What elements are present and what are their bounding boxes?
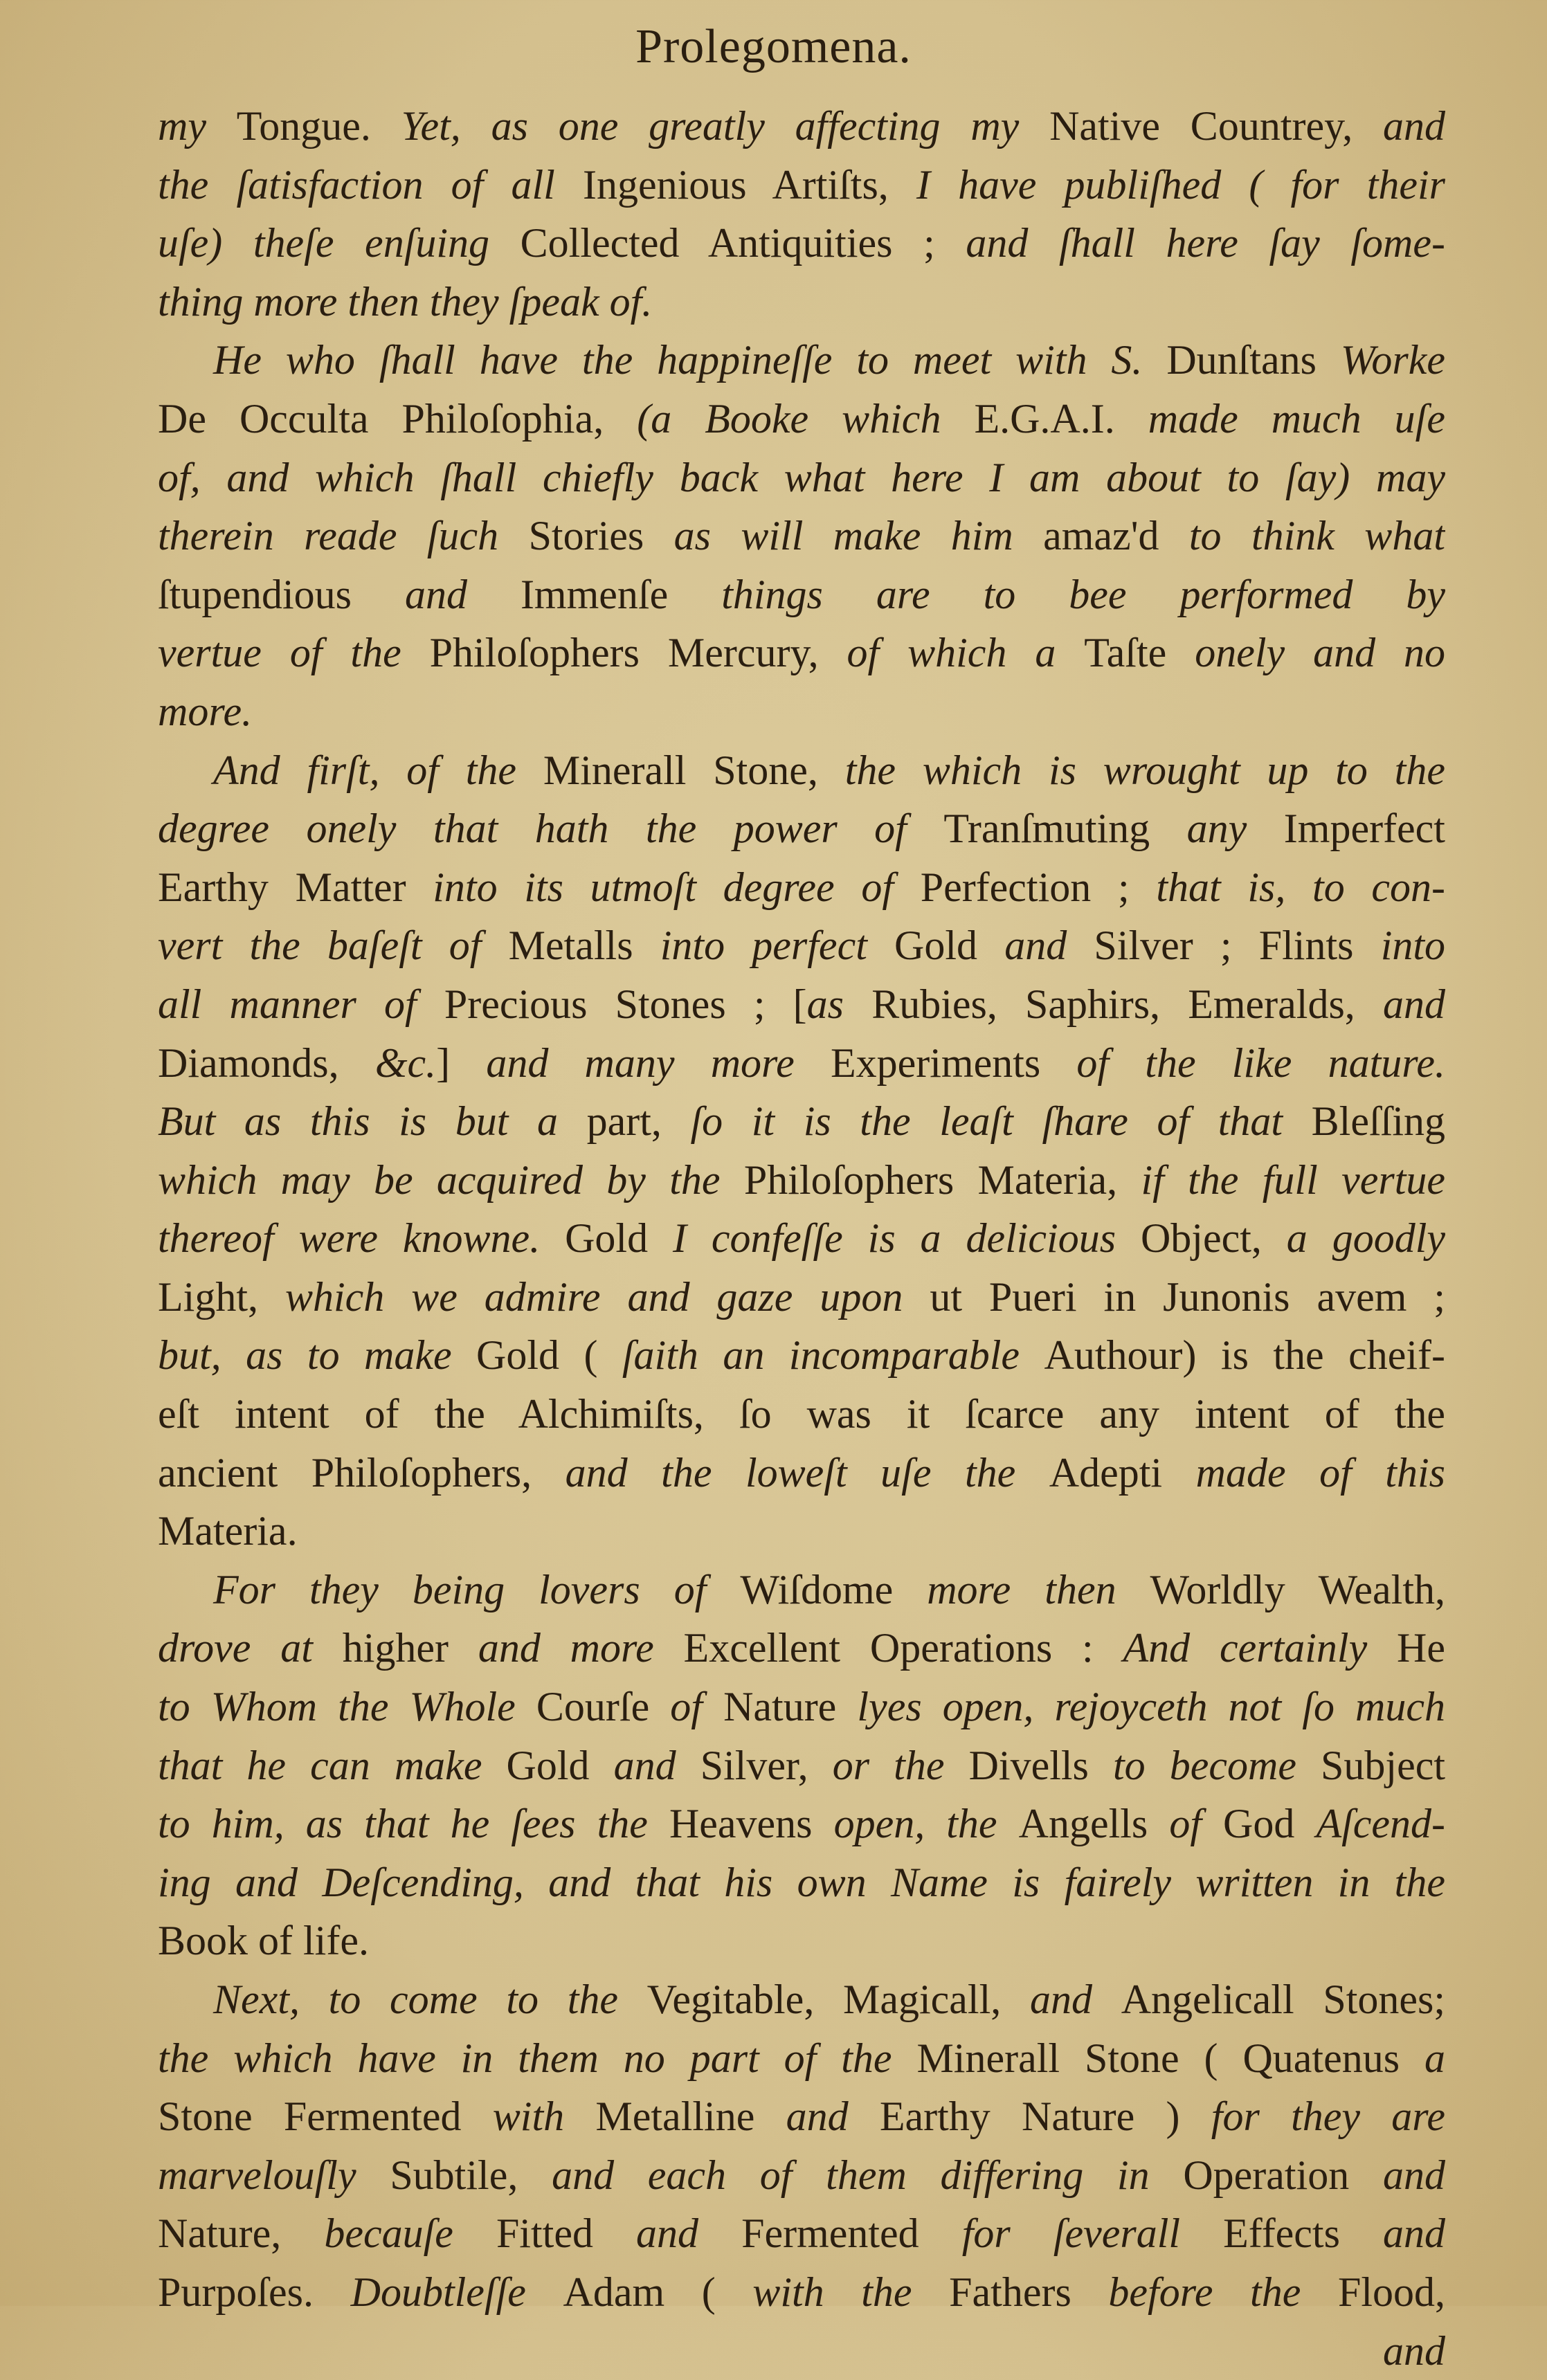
roman-text: Courſe xyxy=(536,1684,671,1730)
roman-text: Stories xyxy=(528,513,674,559)
roman-text: ſtupendious xyxy=(158,571,405,617)
italic-text: thing more then they ſpeak of. xyxy=(158,278,653,325)
italic-text: which we admire and gaze upon xyxy=(284,1273,930,1320)
italic-text: Worke xyxy=(1340,337,1445,383)
roman-text: Diamonds, xyxy=(158,1039,375,1086)
italic-text: more. xyxy=(158,688,253,734)
roman-text: Operation xyxy=(1183,2152,1383,2198)
italic-text: and xyxy=(1004,923,1094,969)
italic-text: ing and Deſcending, and that his own Name is fairely written in the xyxy=(158,1859,1445,1905)
roman-text: He xyxy=(1397,1625,1445,1671)
roman-text: Fathers xyxy=(949,2269,1109,2315)
italic-text: which may be acquired by the xyxy=(158,1156,744,1203)
text-line xyxy=(158,975,1445,1034)
italic-text: ſo it is the leaſt ſhare of that xyxy=(690,1098,1312,1145)
italic-text: that he can make xyxy=(158,1742,507,1788)
italic-text: to him, as that he ſees the xyxy=(158,1801,669,1847)
roman-text: Subtile, xyxy=(390,2152,552,2198)
text-line xyxy=(158,448,1445,507)
roman-text: Experiments xyxy=(830,1039,1077,1086)
text-line xyxy=(158,1911,1445,1970)
italic-text: or the xyxy=(832,1742,969,1788)
roman-text: Gold xyxy=(565,1215,673,1262)
roman-text: Worldly Wealth, xyxy=(1150,1566,1445,1613)
italic-text: thereof were knowne. xyxy=(158,1215,566,1262)
roman-text: Earthy Nature ) xyxy=(879,2093,1211,2140)
roman-text: Gold xyxy=(894,923,1005,969)
roman-text: Native Countrey, xyxy=(1049,103,1383,149)
roman-text: Nature xyxy=(723,1684,858,1730)
italic-text: and xyxy=(1383,2210,1445,2257)
italic-text: for ſeverall xyxy=(961,2210,1224,2257)
italic-text: with xyxy=(492,2093,596,2140)
italic-text: but, as to make xyxy=(158,1332,477,1379)
italic-text: degree onely that hath the power of xyxy=(158,806,944,852)
italic-text: Yet, as one greatly affecting my xyxy=(401,103,1050,149)
roman-text: Minerall Stone, xyxy=(543,747,845,793)
italic-text: as will make him xyxy=(673,513,1044,559)
roman-text: Excellent Operations : xyxy=(683,1625,1123,1671)
text-line xyxy=(158,1209,1445,1268)
text-line xyxy=(158,2087,1445,2146)
italic-text: the which is wrought up to the xyxy=(844,747,1445,793)
text-line xyxy=(158,1853,1445,1912)
roman-text: ] xyxy=(436,1039,487,1086)
roman-text: Adam ( xyxy=(563,2269,753,2315)
italic-text: onely and no xyxy=(1195,630,1445,676)
text-line xyxy=(158,2263,1445,2322)
italic-text: But as this is but a xyxy=(158,1098,587,1145)
body-text xyxy=(158,97,1445,2380)
roman-text: Authour) is the cheif- xyxy=(1044,1332,1445,1379)
roman-text: Earthy Matter xyxy=(158,864,433,910)
text-line xyxy=(158,1970,1445,2029)
roman-text: ut Pueri in Junonis avem ; xyxy=(930,1273,1445,1320)
roman-text: Silver, xyxy=(700,1742,833,1788)
roman-text: De Occulta Philoſophia, xyxy=(158,395,637,442)
italic-text: to think what xyxy=(1188,513,1445,559)
roman-text: Heavens xyxy=(669,1801,834,1847)
roman-text: Flood, xyxy=(1337,2269,1445,2315)
italic-text: things are to bee performed by xyxy=(721,571,1445,617)
italic-text: and many more xyxy=(486,1039,831,1086)
roman-text: Wiſdome xyxy=(740,1566,928,1613)
roman-text: Adepti xyxy=(1049,1449,1196,1496)
italic-text: and ſhall here ſay ſome- xyxy=(966,220,1445,266)
text-line xyxy=(158,624,1445,682)
italic-text: He who ſhall have the happineſſe to meet with S. xyxy=(213,337,1167,383)
italic-text: a goodly xyxy=(1286,1215,1445,1262)
text-line xyxy=(158,1678,1445,1736)
italic-text: lyes open, rejoyceth not ſo much xyxy=(857,1684,1445,1730)
italic-text: And firſt, of the xyxy=(213,747,543,793)
italic-text: becauſe xyxy=(324,2210,496,2257)
italic-text: uſe) theſe enſuing xyxy=(158,220,521,266)
italic-text: of the like nature. xyxy=(1076,1039,1445,1086)
roman-text: Rubies, Saphirs, Emeralds, xyxy=(871,981,1383,1027)
roman-text: Object, xyxy=(1140,1215,1287,1262)
roman-text: Philoſophers Mercury, xyxy=(429,630,847,676)
text-line xyxy=(158,799,1445,858)
text-line xyxy=(158,1795,1445,1853)
roman-text: E.G.A.I. xyxy=(974,395,1148,442)
italic-text: as xyxy=(806,981,872,1027)
roman-text: Precious Stones ; [ xyxy=(444,981,807,1027)
italic-text: vertue of the xyxy=(158,630,430,676)
italic-text: to Whom the Whole xyxy=(158,1684,536,1730)
text-line xyxy=(158,1151,1445,1210)
roman-text: Fitted xyxy=(496,2210,637,2257)
text-line xyxy=(158,682,1445,741)
roman-text: Perfection ; xyxy=(920,864,1157,910)
italic-text: of xyxy=(670,1684,724,1730)
roman-text: Silver ; Flints xyxy=(1094,923,1381,969)
roman-text: eſt intent of the Alchimiſts, ſo was it ſcarce any intent of the xyxy=(158,1391,1445,1437)
italic-text: into its utmoſt degree of xyxy=(433,864,921,910)
italic-text: and each of them differing in xyxy=(552,2152,1184,2198)
italic-text: that is, to con- xyxy=(1156,864,1445,910)
running-header: Prolegomena. xyxy=(635,20,912,73)
roman-text: Dunſtans xyxy=(1166,337,1341,383)
roman-text: Tongue. xyxy=(236,103,401,149)
italic-text: Doubtleſſe xyxy=(350,2269,563,2315)
italic-text: and more xyxy=(478,1625,684,1671)
italic-text: a xyxy=(1424,2035,1445,2081)
italic-text: open, the xyxy=(833,1801,1019,1847)
roman-text: amaz'd xyxy=(1043,513,1189,559)
italic-text: if the full vertue xyxy=(1141,1156,1445,1203)
text-line xyxy=(158,741,1445,800)
italic-text: and xyxy=(1382,981,1445,1027)
roman-text: Book of life. xyxy=(158,1918,369,1964)
text-line xyxy=(158,331,1445,390)
italic-text: the which have in them no part of the xyxy=(158,2035,917,2081)
italic-text: and xyxy=(613,1742,700,1788)
italic-text: before the xyxy=(1108,2269,1338,2315)
text-line xyxy=(158,565,1445,624)
roman-text: Materia. xyxy=(158,1508,298,1554)
italic-text: and xyxy=(636,2210,742,2257)
italic-text: made of this xyxy=(1195,1449,1445,1496)
text-line xyxy=(158,273,1445,331)
italic-text: Next, to come to the xyxy=(213,1977,647,2022)
roman-text: Angells xyxy=(1018,1801,1170,1847)
text-line xyxy=(158,2146,1445,2205)
roman-text: Imperfect xyxy=(1283,806,1445,852)
roman-text: higher xyxy=(342,1625,478,1671)
roman-text: ancient Philoſophers, xyxy=(158,1449,566,1496)
italic-text: into perfect xyxy=(660,923,895,969)
roman-text: Taſte xyxy=(1084,630,1195,676)
italic-text: to become xyxy=(1112,1742,1321,1788)
italic-text: and xyxy=(1030,1977,1121,2022)
italic-text: &c. xyxy=(374,1039,437,1086)
text-line xyxy=(158,214,1445,273)
italic-text: and the loweſt uſe the xyxy=(565,1449,1049,1496)
text-line xyxy=(158,507,1445,565)
italic-text: ſaith an incomparable xyxy=(622,1332,1044,1379)
italic-text: Aſcend- xyxy=(1316,1801,1445,1847)
text-line xyxy=(158,2204,1445,2263)
text-line xyxy=(158,2029,1445,2088)
text-line xyxy=(158,1736,1445,1795)
text-line xyxy=(158,858,1445,917)
roman-text: Vegitable, Magicall, xyxy=(646,1977,1030,2022)
italic-text: I confeſſe is a delicious xyxy=(672,1215,1141,1262)
text-line xyxy=(158,1268,1445,1327)
roman-text: Metalline xyxy=(595,2093,786,2140)
roman-text: part, xyxy=(586,1098,691,1145)
italic-text: vert the baſeſt of xyxy=(158,923,509,969)
italic-text: and xyxy=(1383,2327,1445,2374)
roman-text: Minerall Stone ( Quatenus xyxy=(916,2035,1424,2081)
text-line xyxy=(158,1326,1445,1385)
italic-text: and xyxy=(1383,103,1445,149)
italic-text: For they being lovers of xyxy=(213,1566,741,1613)
italic-text: into xyxy=(1380,923,1445,969)
roman-text: Gold xyxy=(506,1742,614,1788)
roman-text: Nature, xyxy=(158,2210,325,2257)
italic-text: for they are xyxy=(1211,2093,1445,2140)
roman-text: Immenſe xyxy=(520,571,722,617)
italic-text: drove at xyxy=(158,1625,343,1671)
roman-text: Subject xyxy=(1321,1742,1445,1788)
italic-text: marvelouſly xyxy=(158,2152,390,2198)
text-line xyxy=(158,1619,1445,1678)
roman-text: Light, xyxy=(158,1273,285,1320)
text-line xyxy=(158,1385,1445,1444)
text-line xyxy=(158,390,1445,448)
roman-text: Ingenious Artiſts, xyxy=(582,161,916,208)
italic-text: any xyxy=(1186,806,1284,852)
roman-text: Stone Fermented xyxy=(158,2093,493,2140)
italic-text: my xyxy=(158,103,237,149)
roman-text: Fermented xyxy=(741,2210,962,2257)
text-line xyxy=(158,1444,1445,1502)
italic-text: the ſatisfaction of all xyxy=(158,161,583,208)
italic-text: of which a xyxy=(847,630,1085,676)
italic-text: of, and which ſhall chiefly back what here I am about to ſay) may xyxy=(158,454,1445,500)
italic-text: (a Booke which xyxy=(637,395,975,442)
roman-text: Collected Antiquities ; xyxy=(520,220,966,266)
roman-text: Metalls xyxy=(508,923,660,969)
italic-text: and xyxy=(404,571,521,617)
text-line xyxy=(158,1561,1445,1619)
italic-text: more then xyxy=(927,1566,1150,1613)
text-line xyxy=(158,1034,1445,1093)
text-line xyxy=(158,97,1445,156)
italic-text: with the xyxy=(752,2269,950,2315)
roman-text: Philoſophers Materia, xyxy=(743,1156,1141,1203)
roman-text: God xyxy=(1223,1801,1317,1847)
roman-text: Purpoſes. xyxy=(158,2269,351,2315)
italic-text: of xyxy=(1169,1801,1224,1847)
roman-text: Bleſſing xyxy=(1311,1098,1445,1145)
italic-text: all manner of xyxy=(158,981,444,1027)
roman-text: Angelicall Stones; xyxy=(1121,1977,1445,2022)
italic-text: and xyxy=(1383,2152,1445,2198)
text-line xyxy=(158,1502,1445,1561)
italic-text: made much uſe xyxy=(1148,395,1445,442)
roman-text: Divells xyxy=(968,1742,1113,1788)
italic-text: I have publiſhed ( for their xyxy=(916,161,1445,208)
catchword-line xyxy=(158,2322,1445,2380)
italic-text: and xyxy=(786,2093,880,2140)
roman-text: Gold ( xyxy=(476,1332,622,1379)
italic-text: And certainly xyxy=(1123,1625,1397,1671)
text-line xyxy=(158,1092,1445,1151)
italic-text: therein reade ſuch xyxy=(158,513,529,559)
text-line xyxy=(158,156,1445,215)
text-line xyxy=(158,916,1445,975)
roman-text: Effects xyxy=(1223,2210,1384,2257)
roman-text: Tranſmuting xyxy=(943,806,1187,852)
